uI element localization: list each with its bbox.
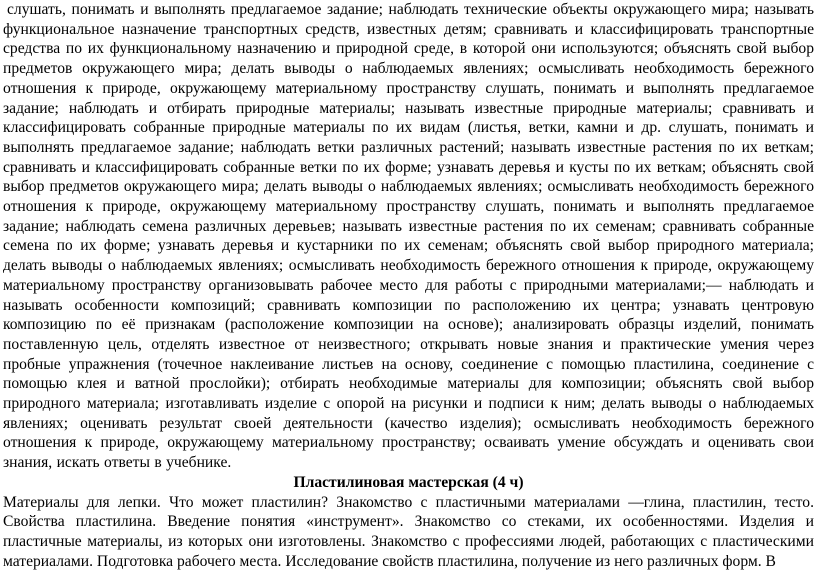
body-paragraph-plasticine-workshop: Материалы для лепки. Что может пластилин? Знакомство с пластичными материалами —глина, пластилин, тесто. Свойства пластилина. Введение понятия «инструмент». Знакомство со стеками, их особенностями. Изделия и пластичные материалы, из которых они изготовлены. Знакомство с профессиями людей, работающих с пластическими материалами. Подготовка рабочего места. Исследование свойств пластилина, получение из него различных форм. В (3, 493, 814, 570)
section-heading: Пластилиновая мастерская (4 ч) (293, 473, 524, 491)
body-paragraph-learning-activities: слушать, понимать и выполнять предлагаемое задание; наблюдать технические объекты окружающего мира; называть функциональное назначение транспортных средств, известных детям; сравнивать и классифицировать транспортные средства по их функциональному назначению и природной среде, в которой они используются; объяснять свой выбор предметов окружающего мира; делать выводы о наблюдаемых явлениях; осмысливать необходимость бережного отношения к природе, окружающему материальному пространству слушать, понимать и выполнять предлагаемое задание; наблюдать и отбирать природные материалы; называть известные природные материалы; сравнивать и классифицировать собранные природные материалы по их видам (листья, ветки, камни и др. слушать, понимать и выполнять предлагаемое задание; наблюдать ветки различных растений; называть известные растения по их веткам; сравнивать и классифицировать собранные ветки по их форме; узнавать деревья и кусты по их веткам; объяснять свой выбор предметов окружающего мира; делать выводы о наблюдаемых явлениях; осмысливать необходимость бережного отношения к природе, окружающему материальному пространству слушать, понимать и выполнять предлагаемое задание; наблюдать семена различных деревьев; называть известные растения по их семенам; сравнивать собранные семена по их форме; узнавать деревья и кустарники по их семенам; объяснять свой выбор природного материала; делать выводы о наблюдаемых явлениях; осмысливать необходимость бережного отношения к природе, окружающему материальному пространству организовывать рабочее место для работы с природными материалами;— наблюдать и называть особенности композиций; сравнивать композиции по расположению их центра; узнавать центровую композицию по её признакам (расположение композиции на основе); анализировать образцы изделий, понимать поставленную цель, отделять известное от неизвестного; открывать новые знания и практические умения через пробные упражнения (точечное наклеивание листьев на основу, соединение с помощью пластилина, соединение с помощью клея и ватной прослойки); отбирать необходимые материалы для композиции; объяснять свой выбор природного материала; изготавливать изделие с опорой на рисунки и подписи к ним; делать выводы о наблюдаемых явлениях; оценивать результат своей деятельности (качество изделия); осмысливать необходимость бережного отношения к природе, окружающему материальному пространству; осваивать умение обсуждать и оценивать свои знания, искать ответы в учебнике. (3, 1, 814, 472)
